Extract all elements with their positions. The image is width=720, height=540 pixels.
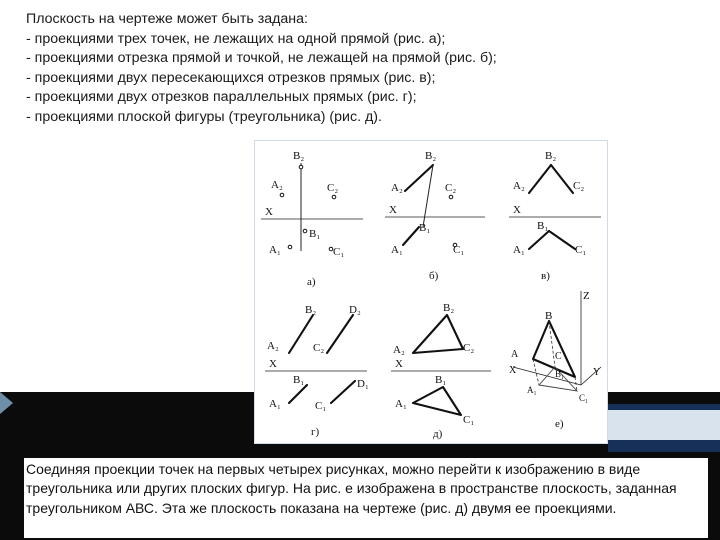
point-b1 — [303, 229, 307, 233]
figure-b — [385, 150, 485, 282]
caption-d: д) — [433, 428, 443, 440]
intro-line: - проекциями двух отрезков параллельных прямых (рис. г); — [26, 89, 417, 106]
label-x: X — [513, 204, 521, 216]
segment-b2c2 — [551, 165, 573, 193]
figures-svg — [255, 141, 607, 443]
point-b2 — [299, 165, 303, 169]
segment-c1d1 — [331, 381, 355, 403]
drop-a — [533, 359, 539, 385]
label-c2: C₂ — [313, 342, 325, 354]
label-b: B — [545, 310, 553, 322]
intro-line: - проекциями отрезка прямой и точкой, не лежащей на прямой (рис. б); — [26, 50, 497, 67]
segment-b1c1 — [549, 231, 575, 249]
label-a1: A₁ — [395, 398, 407, 410]
segment-a1b1 — [289, 385, 307, 403]
triangle-projection-1 — [413, 387, 461, 415]
label-a2: A₂ — [391, 182, 403, 194]
label-c2: C₂ — [327, 182, 339, 194]
intro-text — [26, 10, 706, 128]
label-x: X — [389, 204, 397, 216]
label-b1: B₁ — [555, 369, 565, 379]
intro-line: - проекциями двух пересекающихся отрезков прямых (рис. в); — [26, 69, 436, 86]
band-light — [600, 410, 720, 440]
figure-d — [391, 302, 491, 440]
label-a2: A₂ — [271, 179, 283, 191]
label-c1: C₁ — [453, 244, 465, 256]
point-a2 — [280, 193, 284, 197]
label-x: X — [509, 365, 517, 376]
segment-c2d2 — [327, 315, 353, 353]
label-d1: D₁ — [357, 378, 369, 390]
point-a1 — [288, 245, 292, 249]
label-d2: D₂ — [349, 304, 361, 316]
label-y: Y — [593, 367, 601, 378]
label-b1: B₁ — [419, 222, 431, 234]
segment-ab1 — [403, 227, 419, 245]
segment-a2b2 — [289, 315, 313, 353]
label-a: A — [511, 349, 519, 360]
label-a1: A₁ — [269, 398, 281, 410]
segment-a2b2 — [529, 165, 551, 193]
caption-g: г) — [311, 426, 320, 438]
label-b2: B₂ — [443, 302, 455, 314]
projection-figures — [254, 140, 608, 444]
caption-b: б) — [429, 270, 439, 282]
label-b1: B₁ — [293, 374, 305, 386]
caption-text: Соединяя проекции точек на первых четырех рисунках, можно перейти к изображению в виде треугольника или других плоских фигур. На рис. е изображена в пространстве плоскость, заданная треугольником АВС. Эта же плоскость показана на чертеже (рис. д) двумя ее проекциями. — [24, 458, 708, 538]
label-c1: C₁ — [575, 244, 587, 256]
figure-g — [265, 304, 369, 438]
label-z: Z — [583, 290, 590, 302]
label-x: X — [269, 358, 277, 370]
label-c2: C₂ — [445, 182, 457, 194]
label-a1: A₁ — [269, 244, 281, 256]
triangle-projection-2 — [413, 315, 463, 353]
caption-v: в) — [541, 270, 550, 282]
label-a2: A₂ — [393, 344, 405, 356]
label-b2: B₂ — [305, 304, 317, 316]
figure-e — [509, 290, 601, 430]
segment-a1b1 — [529, 231, 549, 249]
label-c: C — [555, 351, 562, 362]
label-b1: B₁ — [309, 228, 321, 240]
segment-ab2 — [405, 165, 433, 191]
label-c1: C₁ — [315, 400, 327, 412]
label-c1: C₁ — [579, 393, 589, 403]
caption-e: е) — [555, 418, 564, 430]
figure-v — [509, 150, 601, 282]
figure-a — [261, 150, 363, 288]
intro-line: - проекциями плоской фигуры (треугольника) (рис. д). — [26, 108, 382, 125]
point-c2 — [449, 195, 453, 199]
label-x: X — [265, 206, 273, 218]
label-b1: B₁ — [435, 374, 447, 386]
caption-a: а) — [307, 276, 316, 288]
slide-marker-icon — [0, 392, 13, 414]
label-x: X — [395, 358, 403, 370]
label-b1: B₁ — [537, 220, 549, 232]
label-a1: A₁ — [513, 244, 525, 256]
label-a1: A₁ — [527, 385, 537, 395]
label-c2: C₂ — [463, 342, 475, 354]
label-b2: B₂ — [545, 150, 557, 162]
label-b2: B₂ — [425, 150, 437, 162]
label-a2: A₂ — [267, 340, 279, 352]
intro-line: Плоскость на чертеже может быть задана: — [26, 11, 308, 27]
label-c1: C₁ — [333, 246, 345, 258]
label-a1: A₁ — [391, 244, 403, 256]
label-c2: C₂ — [573, 180, 585, 192]
label-b2: B₂ — [293, 150, 305, 162]
label-a2: A₂ — [513, 180, 525, 192]
label-c1: C₁ — [463, 414, 475, 426]
point-c2 — [332, 195, 336, 199]
intro-line: - проекциями трех точек, не лежащих на одной прямой (рис. а); — [26, 30, 446, 47]
